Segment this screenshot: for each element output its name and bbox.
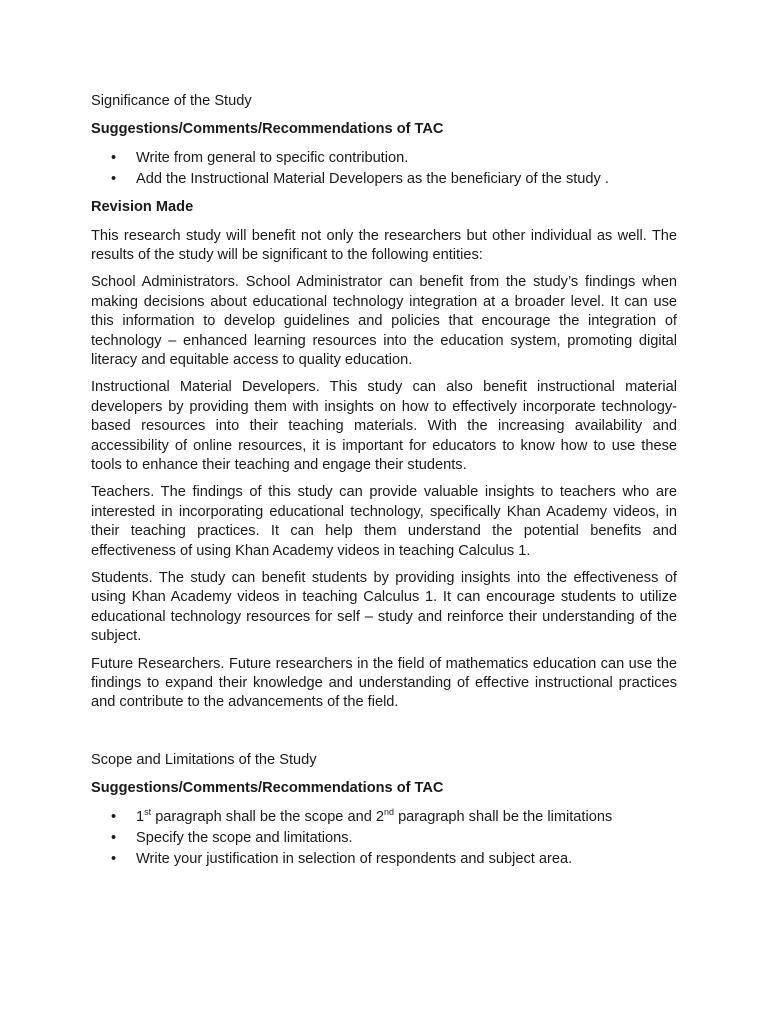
paragraph-instructional-material-developers: Instructional Material Developers. This study can also benefit instructional material developers by providing them with insights on how to effectively incorporate technology-based resources into their teaching materials. With the increasing availability and accessibility of online resources, it is important for educators to know how to use these tools to enhance their teaching and engage their students. — [91, 379, 677, 473]
section-spacer — [91, 721, 677, 751]
tac-list-significance — [91, 149, 677, 189]
list-item: • Write from general to specific contribution. — [91, 149, 677, 168]
revision-heading: Revision Made — [91, 199, 194, 216]
list-item: • Add the Instructional Material Developers as the beneficiary of the study . — [91, 170, 677, 189]
section-title-scope: Scope and Limitations of the Study — [91, 751, 317, 768]
list-item: • Specify the scope and limitations. — [91, 829, 677, 848]
ordinal-suffix: nd — [384, 806, 395, 817]
paragraph-school-administrators: School Administrators. School Administrator can benefit from the study’s findings when making decisions about educational technology integration at a broader level. It can use this information to develop guidelines and policies that encourage the integration of technology – enhanced learning resources into the education system, promoting digital literacy and equitable access to quality education. — [91, 274, 677, 368]
list-item-text: paragraph shall be the limitations — [394, 808, 613, 825]
list-item-text: paragraph shall be the scope and 2 — [151, 808, 384, 825]
ordinal-suffix: st — [144, 806, 152, 817]
paragraph-future-researchers: Future Researchers. Future researchers in the field of mathematics education can use the findings to expand their knowledge and understanding of effective instructional practices and contribute to the advancements of the field. — [91, 655, 677, 711]
tac-heading-significance: Suggestions/Comments/Recommendations of TAC — [91, 121, 444, 138]
list-item: • Write your justification in selection of respondents and subject area. — [91, 850, 677, 869]
section-title-significance: Significance of the Study — [91, 93, 252, 109]
document-page — [91, 92, 677, 878]
tac-heading-scope: Suggestions/Comments/Recommendations of TAC — [91, 780, 444, 797]
list-item — [91, 808, 677, 827]
paragraph-intro: This research study will benefit not only the researchers but other individual as well. The results of the study will be significant to the following entities: — [91, 227, 677, 263]
ordinal-number: 1 — [136, 808, 145, 825]
paragraph-students: Students. The study can benefit students by providing insights into the effectiveness of using Khan Academy videos in teaching Calculus 1. It can encourage students to utilize educational technology resources for self – study and reinforce their understanding of the subject. — [91, 570, 677, 645]
paragraph-teachers: Teachers. The findings of this study can provide valuable insights to teachers who are interested in incorporating educational technology, specifically Khan Academy videos, in their teaching practices. It can help them understand the potential benefits and effectiveness of using Khan Academy videos in teaching Calculus 1. — [91, 484, 677, 559]
tac-list-scope — [91, 808, 677, 869]
